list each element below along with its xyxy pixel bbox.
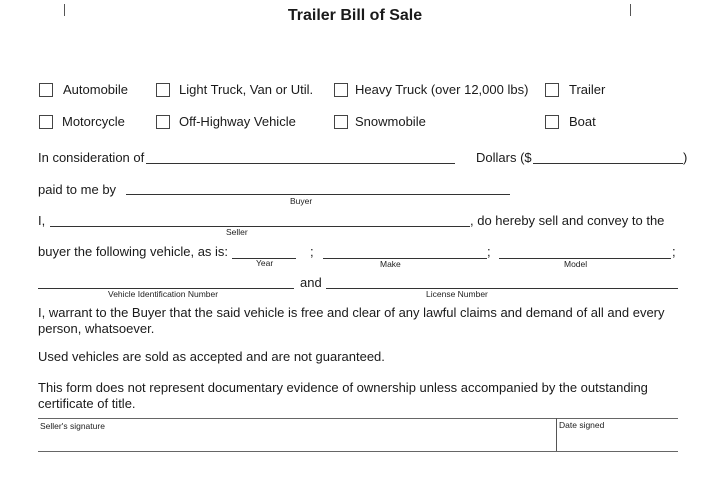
year-caption: Year — [256, 258, 274, 268]
signature-divider — [556, 418, 557, 452]
off-highway-checkbox[interactable] — [156, 115, 170, 129]
semicolon-3: ; — [672, 244, 676, 259]
heavy-truck-checkbox[interactable] — [334, 83, 348, 97]
consideration-field[interactable] — [146, 163, 455, 164]
snowmobile-label: Snowmobile — [355, 114, 426, 129]
light-truck-checkbox[interactable] — [156, 83, 170, 97]
snowmobile-checkbox[interactable] — [334, 115, 348, 129]
semicolon-2: ; — [487, 244, 491, 259]
make-field[interactable] — [323, 258, 487, 259]
warranty-text-line1: I, warrant to the Buyer that the said vehicle is free and clear of any lawful claims and demand of all and every — [38, 305, 665, 320]
license-number-field[interactable] — [326, 288, 678, 289]
automobile-checkbox[interactable] — [39, 83, 53, 97]
consideration-label: In consideration of — [38, 150, 145, 165]
boat-checkbox[interactable] — [545, 115, 559, 129]
warranty-text-line2: person, whatsoever. — [38, 321, 155, 336]
trailer-checkbox[interactable] — [545, 83, 559, 97]
date-signed-label: Date signed — [559, 420, 605, 430]
signature-top-rule — [38, 418, 678, 419]
i-label: I, — [38, 213, 46, 228]
ownership-text-line1: This form does not represent documentary evidence of ownership unless accompanied by the outstanding — [38, 380, 648, 395]
paid-label: paid to me by — [38, 182, 117, 197]
buyer-field[interactable] — [126, 194, 510, 195]
trailer-label: Trailer — [569, 82, 606, 97]
dollars-close-paren: ) — [683, 150, 688, 165]
model-caption: Model — [564, 259, 588, 269]
automobile-label: Automobile — [63, 82, 129, 97]
dollars-amount-field[interactable] — [533, 163, 683, 164]
seller-caption: Seller — [226, 227, 248, 237]
semicolon-1: ; — [310, 244, 314, 259]
page-title: Trailer Bill of Sale — [287, 7, 423, 24]
license-caption: License Number — [426, 289, 488, 299]
vehicle-label: buyer the following vehicle, as is: — [38, 244, 229, 259]
date-signed-field[interactable] — [556, 451, 678, 452]
buyer-caption: Buyer — [290, 196, 313, 206]
make-caption: Make — [380, 259, 401, 269]
motorcycle-checkbox[interactable] — [39, 115, 53, 129]
vin-caption: Vehicle Identification Number — [108, 289, 219, 299]
used-vehicles-text: Used vehicles are sold as accepted and are not guaranteed. — [38, 349, 385, 364]
boat-label: Boat — [569, 114, 596, 129]
sell-convey-text: , do hereby sell and convey to the — [470, 213, 665, 228]
motorcycle-label: Motorcycle — [62, 114, 125, 129]
seller-field[interactable] — [50, 226, 470, 227]
seller-signature-field[interactable] — [38, 451, 556, 452]
seller-signature-label: Seller's signature — [40, 421, 105, 431]
and-label: and — [300, 275, 322, 290]
off-highway-label: Off-Highway Vehicle — [179, 114, 296, 129]
ownership-text-line2: certificate of title. — [38, 396, 136, 411]
light-truck-label: Light Truck, Van or Util. — [179, 82, 314, 97]
heavy-truck-label: Heavy Truck (over 12,000 lbs) — [355, 82, 529, 97]
dollars-label: Dollars ($ — [476, 150, 532, 165]
